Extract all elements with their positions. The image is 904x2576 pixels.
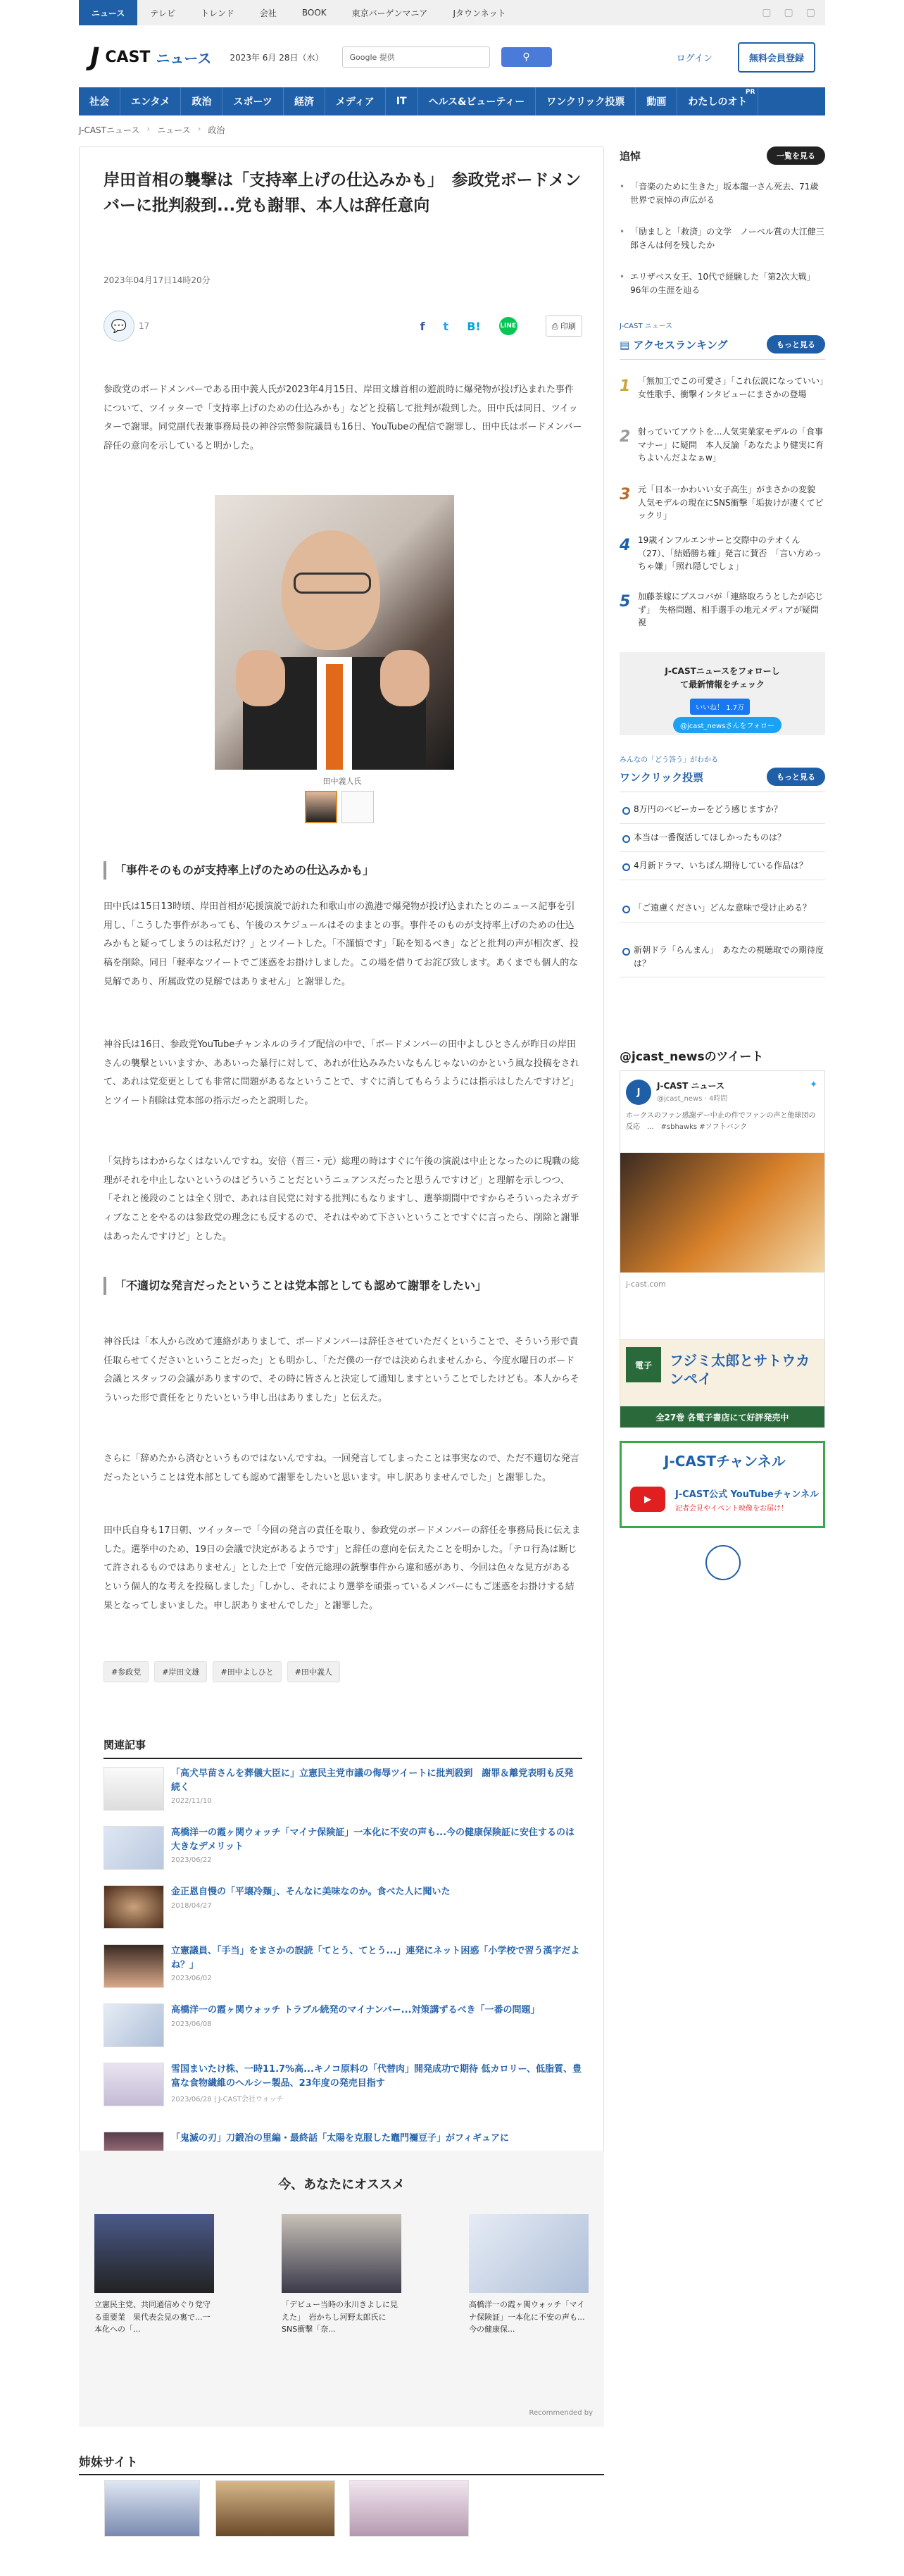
ranking-more-button[interactable]: もっと見る — [767, 335, 825, 354]
tag[interactable]: #田中よしひと — [213, 1661, 281, 1682]
print-button[interactable]: ⎙ 印刷 — [546, 315, 582, 337]
twitter-widget-title: @jcast_newsのツイート — [620, 1050, 764, 1064]
section-heading-2: 「不適切な発言だったということは党本部としても認めて謝罪をしたい」 — [103, 1277, 582, 1295]
header-date: 2023年 6月 28日（水） — [230, 52, 324, 63]
sister-site-item[interactable] — [104, 2480, 200, 2537]
facebook-like-button[interactable]: いいね！ 1.7万 — [690, 699, 750, 715]
recommend-section — [79, 2151, 604, 2427]
twitter-icon[interactable]: ▢ — [784, 7, 793, 18]
twitter-widget: J J-CAST ニュース @jcast_news · 4時間 ✦ ホークスのファン感謝デー中止の件でファンの声と他球団の反応 ... #sbhawks #ソフトバンク j-cast.com — [620, 1070, 825, 1366]
paragraph-3: 神谷氏は16日、参政党YouTubeチャンネルのライブ配信の中で、「ボードメンバーの田中よしひとさんが昨日の岸田さんの襲撃といいますか、ああいった暴行に対して、あれが仕込みみたいなもんじゃないのかという風な投稿をされて、あれは党変更としても非常に問題があるなということで、すぐに消してもらうようには指示はしたんですけど」とツイート削除は党本部の指示だったと説明した。 — [103, 1039, 579, 1106]
poll-item[interactable]: 新朝ドラ「らんまん」 あなたの視聴取での期待度は？ — [620, 937, 825, 977]
tag[interactable]: #参政党 — [103, 1661, 149, 1682]
tag-list — [103, 1661, 340, 1682]
twitter-follow-button[interactable]: @jcast_newsさんをフォロー — [673, 717, 781, 733]
nav-health[interactable]: ヘルス&ビューティー — [418, 87, 536, 115]
recommend-credit: Recommended by — [529, 2409, 593, 2417]
ranking-item[interactable]: 5 加藤茶嫁にブスコバが「連絡取ろうとしたが応じず」 失格問題、相手選手の地元メディアが疑問視 — [620, 592, 824, 628]
site-header — [79, 32, 825, 82]
poll-header: ワンクリック投票 もっと見る — [620, 768, 825, 792]
site-logo[interactable]: J CAST ニュース — [90, 42, 212, 72]
section-heading-1: 「事件そのものが支持率上げのための仕込みかも」 — [103, 861, 582, 880]
facebook-share-icon[interactable]: f — [420, 319, 425, 333]
breadcrumb-politics[interactable]: 政治 — [208, 125, 225, 135]
recommend-title: 今、あなたにオススメ — [278, 2177, 405, 2192]
nav-media[interactable]: メディア — [325, 87, 386, 115]
recommend-item[interactable]: 立憲民主党、共同通信めぐり党守る重要業 果代表会見の裏で...一本化への「... — [94, 2214, 214, 2336]
paragraph-2: 田中氏は15日13時頃、岸田首相が応援演説で訪れた和歌山市の漁港で爆発物が投げ込まれたとのニュース記事を引用し、「こうした事件があっても、午後のスケジュールはそのままとの事。事件そのものが支持率上げのための仕込みかもと疑ってしまうのは私だけ？」とツイートした。「不謹慎です」「恥を知るべき」などと批判の声が相次ぎ、投稿を削除。同日「軽率なツイートでご迷惑をお掛けしました。この場を借りてお詫び致します。あくまでも個人的な見解であり、所属政党の見解ではありません」と謝罪した。 — [103, 901, 579, 987]
comment-icon[interactable]: 💬 — [103, 311, 134, 342]
search-input[interactable]: Google 提供 — [342, 46, 490, 68]
photo-thumbnails — [305, 791, 374, 823]
topnav-company[interactable]: 会社 — [259, 8, 277, 18]
ebook-badge: 電子 — [626, 1347, 661, 1382]
article-photo[interactable] — [215, 495, 454, 770]
sister-site-item[interactable] — [349, 2480, 469, 2537]
photo-thumb-1[interactable] — [305, 791, 337, 823]
nav-sports[interactable]: スポーツ — [222, 87, 283, 115]
hatena-share-icon[interactable]: B! — [467, 319, 481, 333]
ranking-icon: ▤ — [620, 338, 630, 351]
search-form — [342, 45, 552, 69]
related-item[interactable]: 高橋洋一の霞ヶ関ウォッチ「マイナ保険証」一本化に不安の声も...今の健康保険証に安住するのは大きなデメリット 2023/06/22 — [103, 1826, 582, 1875]
paragraph-7: 田中氏自身も17日朝、ツイッターで「今回の発言の責任を取り、参政党のボードメンバーの辞任を事務局長に伝えました。選挙中のため、19日の会議で決定があるようです」と辞任の意向を伝えたことを明かした。「テロ行為は断じて許されるものではありません」とした上で「安倍元総理の銃撃事件から違和感があり、今回は色々な見方がある という個人的な考えを投稿しました」「しかし、それにより選挙を頑張っているメンバーにもご迷惑をお掛けする結果となってしまいました。申し訳ありませんでした」と謝罪した。 — [103, 1525, 581, 1611]
tag[interactable]: #岸田文雄 — [154, 1661, 207, 1682]
ranking-item[interactable]: 4 19歳インフルエンサーと交際中のテオくん（27）、「結婚勝ち確」発言に賛否 「言い方めっちゃ嫌」「照れ隠しでしょ」 — [620, 535, 822, 572]
search-icon: ⚲ — [522, 51, 530, 63]
twitter-icon: ✦ — [810, 1080, 817, 1090]
related-item[interactable]: 高橋洋一の霞ヶ関ウォッチ トラブル続発のマイナンバー...対策講ずるべき「一番の問題」 2023/06/08 — [103, 2003, 582, 2053]
login-link[interactable]: ログイン — [676, 53, 712, 64]
poll-item[interactable]: 8万円のベビーカーをどう感じますか？ — [620, 796, 825, 824]
paragraph-1: 参政党のボードメンバーである田中義人氏が2023年4月15日、岸田文雄首相の遊説時に爆発物が投げ込まれた事件について、ツイッターで「支持率上げのための仕込みかも」などと投稿して批判が殺到した。田中氏は同日、ツイッターで謝罪。同党副代表兼事務局長の神谷宗幣参院議員も16日、YouTubeの配信で謝罪し、田中氏はボードメンバー辞任の意向を示していると明かした。 — [103, 384, 582, 451]
line-share-icon[interactable]: LINE — [499, 317, 517, 335]
paragraph-5: 神谷氏は「本人から改めて連絡がありまして、ボードメンバーは辞任させていただくということで、そういう形で責任取らせてくださいということだった」とも明かし、「ただ僕の一存では決められませんから、今度水曜日のボード会議とスタッフの会議がありますので、その時に皆さんと決定して通知しますということでしたけども。本人からそういった形で責任をとりたいという申し出はありました」と伝えた。 — [103, 1337, 579, 1403]
tweet-image[interactable] — [620, 1153, 824, 1273]
twitter-share-icon[interactable]: t — [443, 319, 449, 333]
topnav-tv[interactable]: テレビ — [150, 8, 176, 18]
related-item[interactable]: 「高犬早苗さんを葬儀大臣に」立憲民主党市議の侮辱ツイートに批判殺到 謝罪＆離党表明も反発続く 2022/11/10 — [103, 1767, 582, 1816]
ad-banner-youtube[interactable]: J-CASTチャンネル ▶ J-CAST公式 YouTubeチャンネル 記者会見やイベント映像をお届け！ — [620, 1441, 825, 1528]
tsuiho-item[interactable]: • エリザベス女王、10代で経験した「第2次大戦」 96年の生涯を辿る — [620, 272, 820, 296]
tsuiho-list-button[interactable]: 一覧を見る — [767, 146, 825, 165]
nav-society[interactable]: 社会 — [79, 87, 120, 115]
comment-count: 17 — [139, 321, 150, 331]
search-button[interactable] — [501, 47, 552, 67]
poll-item[interactable]: 「ご遠慮ください」どんな意味で受け止める？ — [620, 894, 825, 923]
nav-politics[interactable]: 政治 — [181, 87, 222, 115]
photo-thumb-2[interactable] — [341, 791, 374, 823]
breadcrumb-news[interactable]: ニュース — [157, 125, 191, 135]
recommend-item[interactable]: 「デビュー当時の氷川きよしに見えた」 岩かちし河野太郎氏にSNS衝撃「奈... — [282, 2214, 401, 2336]
topnav-bargain[interactable]: 東京バーゲンマニア — [351, 8, 428, 18]
breadcrumb-home[interactable]: J-CASTニュース — [79, 125, 140, 135]
register-button[interactable]: 無料会員登録 — [738, 42, 815, 73]
nav-poll[interactable]: ワンクリック投票 — [536, 87, 636, 115]
nav-watashi[interactable]: わたしのオト PR — [677, 87, 758, 115]
rss-icon[interactable]: ▢ — [805, 7, 815, 18]
related-item[interactable]: 雪国まいたけ株、一時11.7%高...キノコ原料の「代替肉」開発成功で期待 低カロリー、低脂質、豊富な食物繊維のヘルシー製品、23年度の発売目指す 2023/06/28 | J-CAST会社ウォッチ — [103, 2063, 582, 2112]
sister-site-item[interactable] — [215, 2480, 335, 2537]
ad-banner-book[interactable]: 電子 フジミ太郎とサトウカンペイ 全27巻 各電子書店にて好評発売中 — [620, 1339, 825, 1428]
pr-badge: PR — [745, 89, 755, 96]
topnav-jtown[interactable]: Jタウンネット — [453, 8, 506, 18]
nav-entame[interactable]: エンタメ — [120, 87, 181, 115]
main-nav — [79, 87, 825, 115]
ranking-item[interactable]: 1 「無加工でこの可愛さ」「これ伝説になっていい」 女性歌手、衝撃インタビューにまさかの登場 — [620, 376, 833, 399]
nav-economy[interactable]: 経済 — [284, 87, 325, 115]
article — [79, 146, 604, 2262]
poll-item[interactable]: 4月新ドラマ、いちばん期待している作品は？ — [620, 852, 825, 880]
tsuiho-header: 追悼 一覧を見る — [620, 146, 825, 165]
related-heading: 関連記事 — [103, 1737, 582, 1759]
tsuiho-item[interactable]: • 「励ましと「救済」の文学 ノーベル賞の大江健三郎さんは何を残したか — [620, 227, 824, 251]
breadcrumb: J-CASTニュース › ニュース › 政治 — [79, 124, 225, 135]
topnav-trend[interactable]: トレンド — [201, 8, 234, 18]
related-item[interactable]: 金正恩自慢の「平壌冷麺」、そんなに美味なのか。食べた人に聞いた 2018/04/27 — [103, 1885, 582, 1934]
follow-box: J-CASTニュースをフォローして最新情報をチェック いいね！ 1.7万 @jcast_newsさんをフォロー — [620, 652, 825, 735]
share-bar — [103, 311, 582, 342]
poll-item[interactable]: 本当は一番復活してほしかったものは？ — [620, 824, 825, 852]
poll-more-button[interactable]: もっと見る — [767, 768, 825, 786]
poll-label: みんなの「どう答う」がわかる — [620, 756, 718, 764]
paragraph-6: さらに「辞めたから済むというものではないんですね。一回発言してしまったことは事実なので、ただ不適切な発言だったということは党本部としても認めて謝罪をしたいと思います。申し訳ありませんでした」と謝罪した。 — [103, 1453, 579, 1483]
related-item[interactable]: 「鬼滅の刃」刀鍛冶の里編・最終話「太陽を克服した竈門禰豆子」がフィギュアに — [103, 2132, 582, 2181]
avatar: J — [626, 1080, 651, 1105]
ranking-item[interactable]: 3 元「日本一かわいい女子高生」がまさかの変貌 人気モデルの現在にSNS衝撃「垢抜けが凄くてビックリ」 — [620, 484, 824, 521]
tsuiho-item[interactable]: • 「音楽のために生きた」坂本龍一さん死去、71歳 世界で哀悼の声広がる — [620, 182, 827, 206]
nav-it[interactable]: IT — [386, 87, 418, 115]
youtube-icon: ▶ — [630, 1487, 665, 1512]
social-icons — [762, 7, 825, 18]
article-title: 岸田首相の襲撃は「支持率上げの仕込みかも」 参政党ボードメンバーに批判殺到...党も謝罪、本人は辞任意向 — [103, 171, 582, 215]
ranking-item[interactable]: 2 射っていてアウトを...人気実業家モデルの「食事マナー」に疑問 本人反論「あなたより健実に育ちよいんだよなぁw」 — [620, 427, 824, 463]
photo-caption: 田中義人氏 — [322, 777, 362, 786]
sister-sites-heading: 姉妹サイト — [79, 2452, 604, 2475]
facebook-icon[interactable]: ▢ — [762, 7, 772, 18]
paragraph-4: 「気持ちはわからなくはないんですね。安倍（晋三・元）総理の時はすぐに午後の演説は中止となったのに現職の総理がそれを中止しないというのはどういうことだというニュアンスだったと思うんですけど」と理解を示しつつ、「それと後段のことは全く別で、あれは自民党に対する批判にもなりますし、選挙期間中ですからそういったネガティブなことをやるのは参政党の理念にも反するので、それはやめて下さいということですぐに言ったら、削除と謝罪はあったんですけど」とした。 — [103, 1156, 580, 1242]
recommend-item[interactable]: 高橋洋一の霞ヶ関ウォッチ「マイナ保険証」一本化に不安の声も...今の健康保... — [469, 2214, 589, 2336]
related-item[interactable]: 立憲議員、「手当」をまさかの誤読「てとう、てとう...」連発にネット困惑「小学校で習う漢字だよね？」 2023/06/02 — [103, 1944, 582, 1994]
jcast-seal-icon — [705, 1545, 741, 1580]
article-date: 2023年04月17日14時20分 — [103, 275, 211, 285]
ranking-label: J-CAST ニュース — [620, 323, 673, 330]
nav-video[interactable]: 動画 — [636, 87, 677, 115]
ranking-header: ▤ アクセスランキング もっと見る — [620, 335, 825, 360]
topnav-news[interactable]: ニュース — [79, 0, 137, 25]
top-nav — [79, 0, 825, 25]
topnav-book[interactable]: BOOK — [301, 8, 327, 18]
tag[interactable]: #田中義人 — [287, 1661, 340, 1682]
